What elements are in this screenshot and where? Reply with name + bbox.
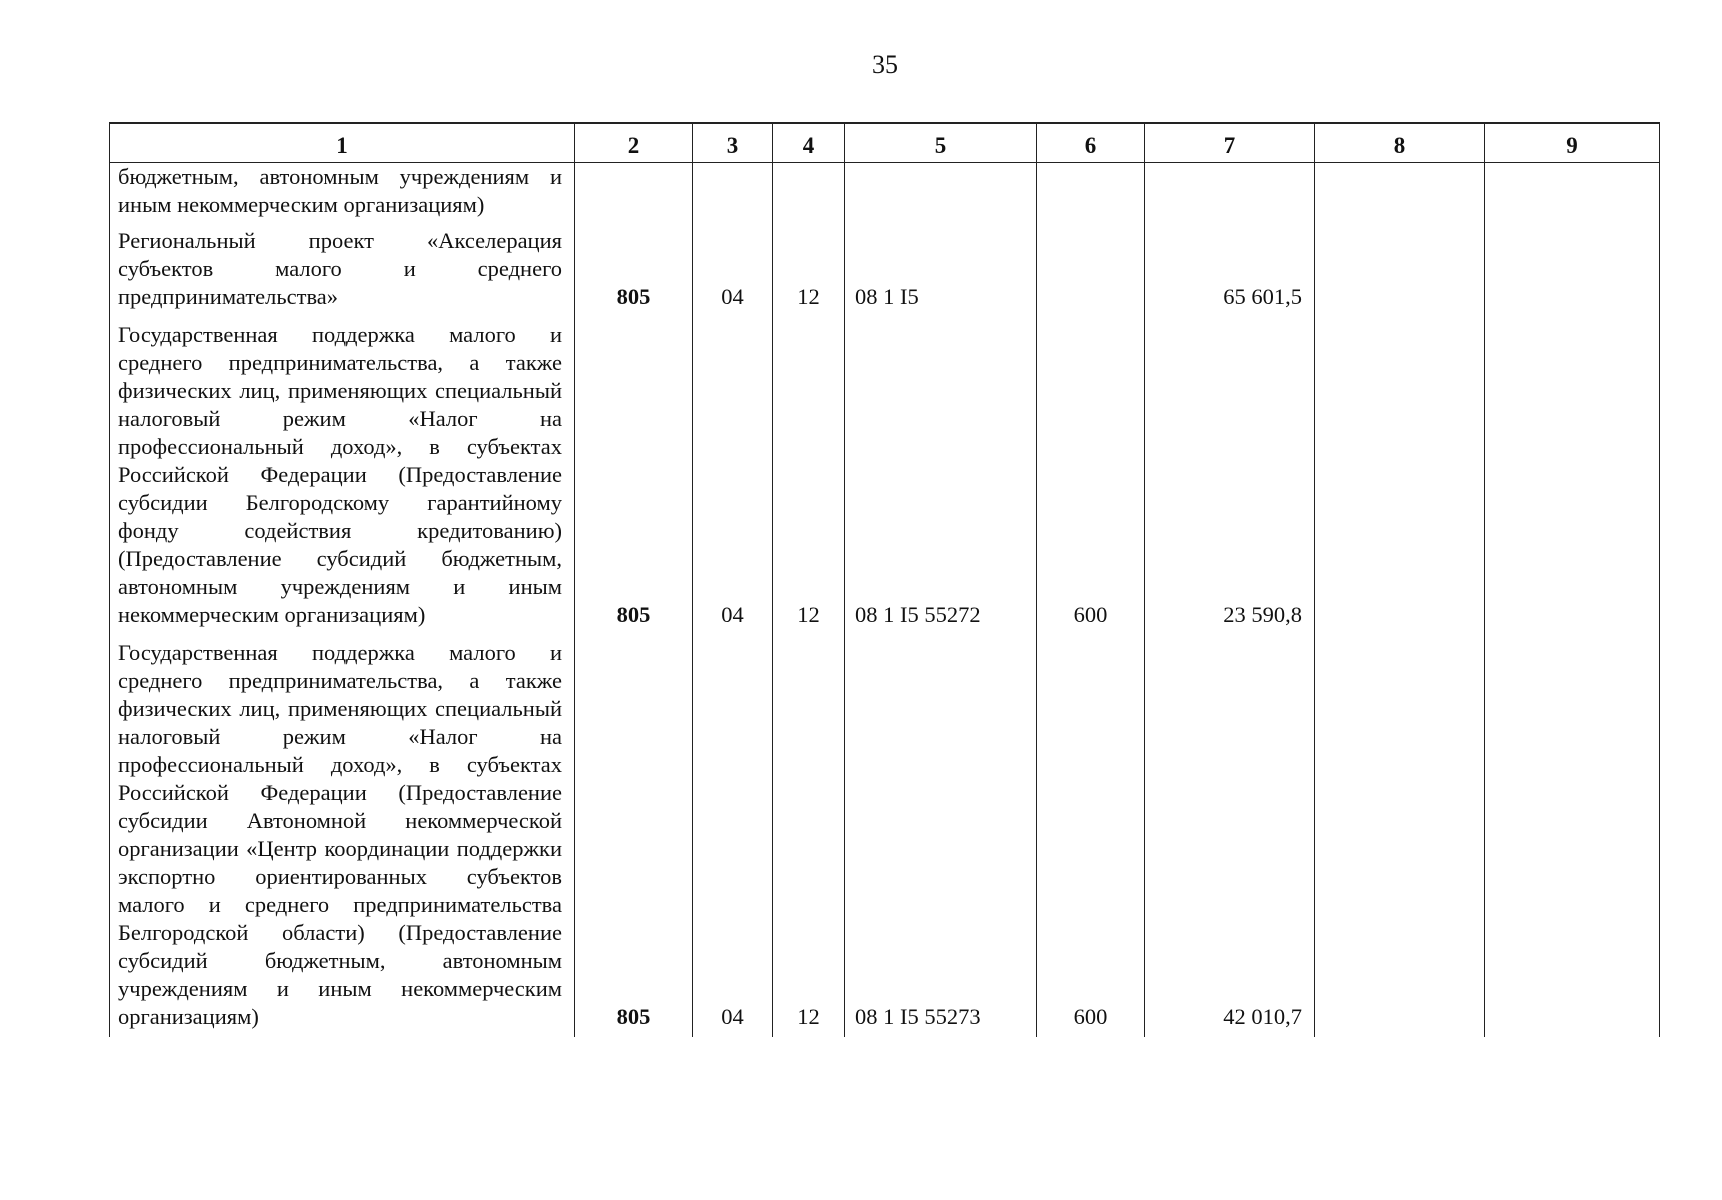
column-header-1: 1 (110, 123, 575, 163)
cell-col-5: 08 1 I5 (845, 223, 1037, 317)
column-header-3: 3 (693, 123, 773, 163)
table-body (110, 163, 1660, 1038)
cell-col-4 (773, 163, 845, 224)
table-header (110, 123, 1660, 163)
cell-col-3: 04 (693, 223, 773, 317)
table-row (110, 163, 1660, 224)
cell-col-2 (575, 163, 693, 224)
cell-col-9 (1485, 635, 1660, 1037)
cell-col-8 (1315, 317, 1485, 635)
cell-col-6: 600 (1037, 317, 1145, 635)
row-description: Государственная поддержка малого и среднего предпринимательства, а также физических лиц, применяющих специальный налоговый режим «Налог на профессиональный доход», в субъектах Российской Федерации (Предоставление субсидии Автономной некоммерческой организации «Центр координации поддержки экспортно ориентированных субъектов малого и среднего предпринимательства Белгородской области) (Предоставление субсидий бюджетным, автономным учреждениям и иным некоммерческим организациям) (110, 635, 575, 1037)
cell-col-6 (1037, 223, 1145, 317)
cell-col-9 (1485, 317, 1660, 635)
cell-col-8 (1315, 223, 1485, 317)
page-number: 35 (872, 50, 898, 79)
table-row (110, 317, 1660, 635)
cell-col-2: 805 (575, 635, 693, 1037)
cell-col-9 (1485, 163, 1660, 224)
column-header-2: 2 (575, 123, 693, 163)
header-row (110, 123, 1660, 163)
cell-col-5 (845, 163, 1037, 224)
cell-col-8 (1315, 163, 1485, 224)
table-row (110, 223, 1660, 317)
cell-col-7 (1145, 163, 1315, 224)
row-description: бюджетным, автономным учреждениям и иным некоммерческим организациям) (110, 163, 575, 224)
column-header-7: 7 (1145, 123, 1315, 163)
cell-col-3 (693, 163, 773, 224)
cell-col-5: 08 1 I5 55273 (845, 635, 1037, 1037)
budget-table (109, 122, 1660, 1037)
cell-col-3: 04 (693, 635, 773, 1037)
column-header-5: 5 (845, 123, 1037, 163)
row-description: Государственная поддержка малого и среднего предпринимательства, а также физических лиц, применяющих специальный налоговый режим «Налог на профессиональный доход», в субъектах Российской Федерации (Предоставление субсидии Белгородскому гарантийному фонду содействия кредитованию) (Предоставление субсидий бюджетным, автономным учреждениям и иным некоммерческим организациям) (110, 317, 575, 635)
cell-col-2: 805 (575, 223, 693, 317)
cell-col-5: 08 1 I5 55272 (845, 317, 1037, 635)
column-header-9: 9 (1485, 123, 1660, 163)
cell-col-6: 600 (1037, 635, 1145, 1037)
cell-col-7: 65 601,5 (1145, 223, 1315, 317)
column-header-8: 8 (1315, 123, 1485, 163)
cell-col-2: 805 (575, 317, 693, 635)
cell-col-3: 04 (693, 317, 773, 635)
column-header-4: 4 (773, 123, 845, 163)
cell-col-9 (1485, 223, 1660, 317)
cell-col-4: 12 (773, 635, 845, 1037)
cell-col-7: 23 590,8 (1145, 317, 1315, 635)
cell-col-4: 12 (773, 223, 845, 317)
cell-col-7: 42 010,7 (1145, 635, 1315, 1037)
column-header-6: 6 (1037, 123, 1145, 163)
table-row (110, 635, 1660, 1037)
cell-col-6 (1037, 163, 1145, 224)
row-description: Региональный проект «Акселерация субъектов малого и среднего предпринимательства» (110, 223, 575, 317)
cell-col-8 (1315, 635, 1485, 1037)
cell-col-4: 12 (773, 317, 845, 635)
